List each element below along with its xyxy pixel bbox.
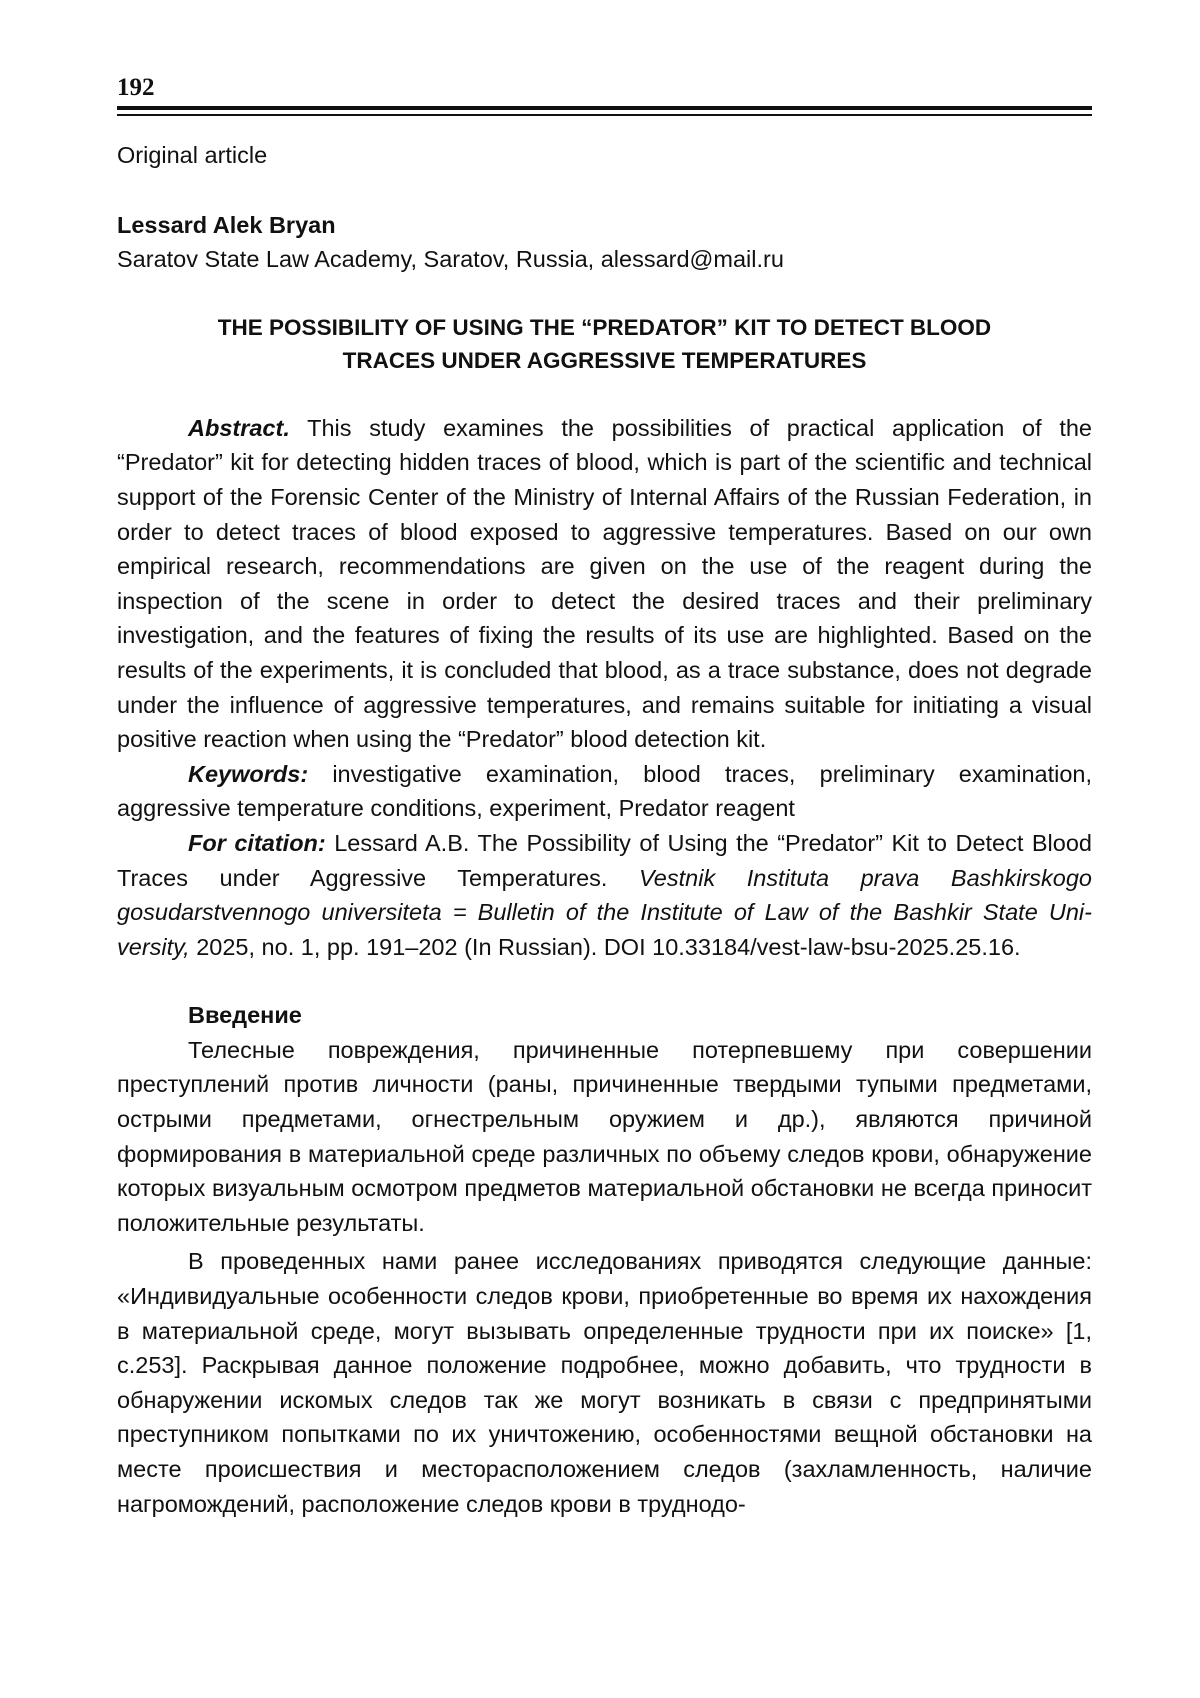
article-type: Original article	[117, 142, 268, 168]
header-rule-thin	[117, 114, 1092, 116]
section-heading-introduction: Введение	[188, 1002, 302, 1029]
abstract-paragraph	[117, 411, 1092, 757]
keywords-paragraph	[117, 757, 1092, 826]
keywords-text: investigative examination, blood traces, preliminary examination, aggressive temperature conditions, experiment, Predator reagent	[117, 760, 1092, 822]
header-rule-thick	[117, 106, 1092, 110]
citation-text: Lessard A.B. The Possibility of Using the “Predator” Kit to Detect Blood Traces under Aggressive Temperatures.	[117, 829, 1092, 891]
author-name: Lessard Alek Bryan	[117, 211, 336, 238]
page-number: 192	[117, 74, 155, 101]
article-content	[117, 138, 1092, 1521]
body-paragraph-1: Телесные повреждения, причиненные потерпевшему при совершении преступлений против личности (раны, причиненные твердыми тупыми предметами, острыми предметами, огнестрельным оружием и др.), являются причиной формирования в материальной среде различных по объему следов крови, обнаружение которых визуальным осмотром предметов материальной обстановки не всегда приносит положительные результаты.	[117, 1036, 1092, 1236]
article-title-line-2: TRACES UNDER AGGRESSIVE TEMPERATURES	[342, 347, 867, 373]
body-paragraph-2: В проведенных нами ранее исследованиях приводятся следующие данные: «Индивидуальные особенности следов крови, приобретенные во время их нахождения в материальной среде, могут вызывать определенные трудности при их поиске» [1, с.253]. Раскрывая данное положение подробнее, можно добавить, что трудности в обнаружении искомых следов так же могут возникать в связи с предпринятыми преступником попытками по их уничтожению, особенностями вещной обстановки на месте происшествия и месторасположением следов (захламленность, наличие нагромождений, расположение следов крови в труднодо-	[117, 1248, 1092, 1517]
abstract-label: Abstract.	[188, 414, 290, 441]
keywords-label: Keywords:	[188, 760, 309, 787]
citation-label: For citation:	[188, 829, 326, 856]
author-affiliation: Saratov State Law Academy, Saratov, Russia, alessard@mail.ru	[117, 246, 784, 273]
abstract-text: This study examines the possibilities of practical application of the “Predator” kit for detecting hidden traces of blood, which is part of the scientific and technical support of the Forensic Center of the Ministry of Internal Affairs of the Russian Federation, in order to detect traces of blood exposed to aggressive temperatures. Based on our own empirical research, recommendations are given on the use of the reagent during the inspection of the scene in order to detect the desired traces and their preliminary investigation, and the features of fixing the results of its use are highlighted. Based on the results of the experiments, it is concluded that blood, as a trace substance, does not degrade under the influence of aggressive temperatures, and remains suitable for initiating a visual positive reaction when using the “Predator” blood detection kit.	[117, 414, 1092, 753]
article-title	[117, 311, 1092, 377]
article-title-line-1: THE POSSIBILITY OF USING THE “PREDATOR” KIT TO DETECT BLOOD	[217, 314, 992, 340]
citation-paragraph	[117, 826, 1092, 964]
citation-tail: 2025, no. 1, pp. 191–202 (In Russian). DOI 10.33184/vest-law-bsu-2025.25.16.	[189, 933, 1021, 960]
citation-journal: Vestnik Instituta prava Bashkirskogo gosudarstvennogo universiteta = Bulletin of the Institute of Law of the Bashkir State University,	[117, 864, 1092, 960]
